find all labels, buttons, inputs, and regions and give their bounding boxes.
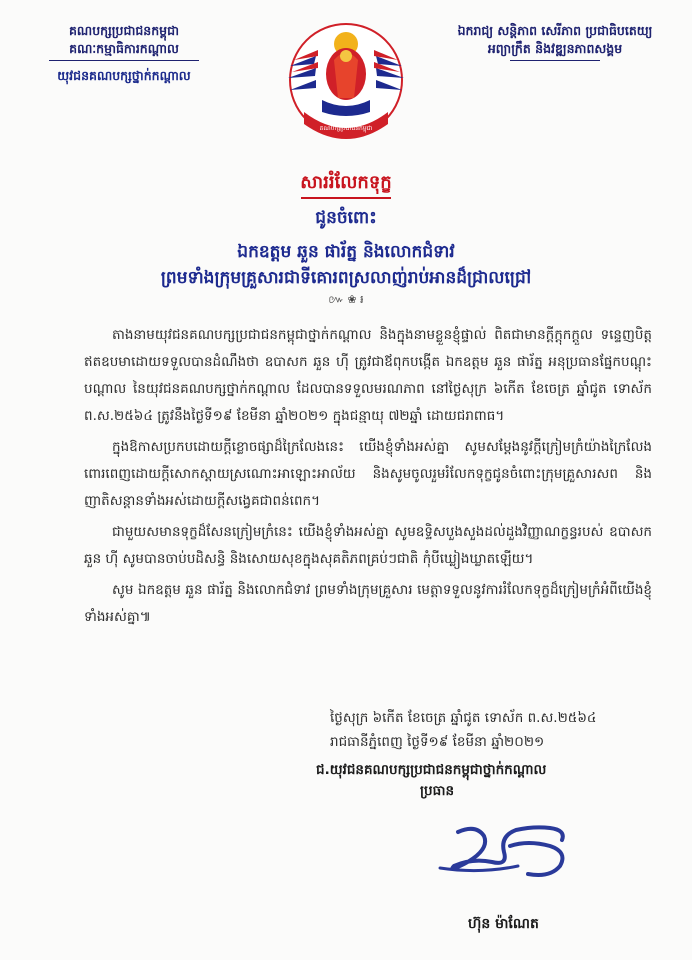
header-right	[440, 22, 670, 63]
addressed-to: ជូនចំពោះ	[315, 208, 377, 228]
national-motto: ឯករាជ្យ សន្តិភាព សេរីភាព ប្រជាធិបតេយ្យ	[457, 23, 653, 38]
svg-text:គណបក្សប្រជាជនកម្ពុជា: គណបក្សប្រជាជនកម្ពុជា	[319, 125, 373, 132]
signature-image	[400, 806, 600, 896]
party-logo	[276, 16, 416, 156]
title-block	[0, 170, 692, 309]
ornament: ៚ ❀ ៛	[328, 293, 364, 306]
committee-name: គណៈកម្មាធិការកណ្ដាល	[69, 41, 179, 56]
heading-underline	[301, 197, 391, 199]
national-motto-line2: អព្យាក្រឹត និងវឌ្ឍនភាពសង្គម	[487, 41, 623, 56]
motto-divider	[510, 60, 600, 61]
paragraph-1: តាងនាមយុវជនគណបក្សប្រជាជនកម្ពុជាថ្នាក់កណ្ដាល និងក្នុងនាមខ្លួនខ្ញុំផ្ទាល់ ពិតជាមានក្ដីក្ដុកក្ដួល ទន្ទេញបិត្តឥតឧបមាដោយទទួលបានដំណឹងថា ឧបាសក ឆួន ហ៊ី ត្រូវជាឪពុកបង្កើត ឯកឧត្តម ឆួន ផារ័ត្ន អនុប្រធានផ្នែកបណ្ដុះបណ្ដាល នៃយុវជនគណបក្សថ្នាក់កណ្ដាល ដែលបានទទួលមរណភាព នៅថ្ងៃសុក្រ ៦កើត ខែចេត្រ ឆ្នាំជូត ទោស័ក ព.ស.២៥៦៤ ត្រូវនឹងថ្ងៃទី១៩ ខែមីនា ឆ្នាំ២០២១ ក្នុងជន្មាយុ ៧២ឆ្នាំ ដោយជរាពាធ។	[84, 327, 652, 424]
lunar-date: ថ្ងៃសុក្រ ៦កើត ខែចេត្រ ឆ្នាំជូត ទោស័ក ព.ស.២៥៦៤	[330, 710, 597, 726]
signer-name: ហ៊ុន ម៉ាណែត	[468, 916, 539, 932]
header-left	[14, 22, 234, 85]
recipient-family: ព្រមទាំងក្រុមគ្រួសារជាទីគោរពស្រលាញ់រាប់អានដ៏ជ្រាលជ្រៅ	[160, 268, 532, 288]
signer-position: ប្រធាន	[420, 783, 455, 799]
paragraph-3: ជាមួយសមានទុក្ខដ៏សែនក្រៀមក្រំនេះ យើងខ្ញុំទាំងអស់គ្នា សូមឧទ្ទិសបួងសួងដល់ដួងវិញ្ញាណក្ខន្ធរបស់ ឧបាសក ឆួន ហ៊ី សូមបានចាប់បដិសន្ធិ និងសោយសុខក្នុងសុគតិភពគ្រប់ៗជាតិ កុំបីឃ្លៀងឃ្លាតឡើយ។	[84, 524, 652, 567]
recipient-name: ឯកឧត្តម ឆួន ផារ័ត្ន និងលោកជំទាវ	[237, 242, 455, 262]
paragraph-4: សូម ឯកឧត្តម ឆួន ផារ័ត្ន និងលោកជំទាវ ព្រមទាំងក្រុមគ្រួសារ មេត្តាទទួលនូវការរំលែកទុក្ខដ៏ក្រៀមក្រំអំពីយើងខ្ញុំទាំងអស់គ្នា៕	[84, 582, 652, 625]
solar-date: រាជធានីភ្នំពេញ ថ្ងៃទី១៩ ខែមីនា ឆ្នាំ២០២១	[330, 734, 545, 750]
letter-body	[84, 322, 652, 635]
paragraph-2: ក្នុងឱកាសប្រកបដោយក្ដីខ្លោចផ្សាដ៏ក្រៃលែងនេះ យើងខ្ញុំទាំងអស់គ្នា សូមសម្ដែងនូវក្ដីក្រៀមក្រំយ៉ាងក្រៃលែង ពោរពេញដោយក្ដីសោកស្ដាយស្រណោះអាឡោះអាល័យ និងសូមចូលរួមរំលែកទុក្ខជូនចំពោះក្រុមគ្រួសារសព និងញាតិសន្ដានទាំងអស់ដោយក្ដីសង្វេគជាពន់ពេក។	[84, 439, 652, 509]
header-divider	[49, 60, 199, 61]
signing-organization: ជ.យុវជនគណបក្សប្រជាជនកម្ពុជាថ្នាក់កណ្ដាល	[316, 762, 547, 778]
party-name: គណបក្សប្រជាជនកម្ពុជា	[69, 23, 179, 38]
youth-org-name: យុវជនគណបក្សថ្នាក់កណ្ដាល	[57, 68, 191, 83]
date-block	[330, 706, 660, 754]
letter-heading: សាររំលែកទុក្ខ	[300, 172, 392, 193]
